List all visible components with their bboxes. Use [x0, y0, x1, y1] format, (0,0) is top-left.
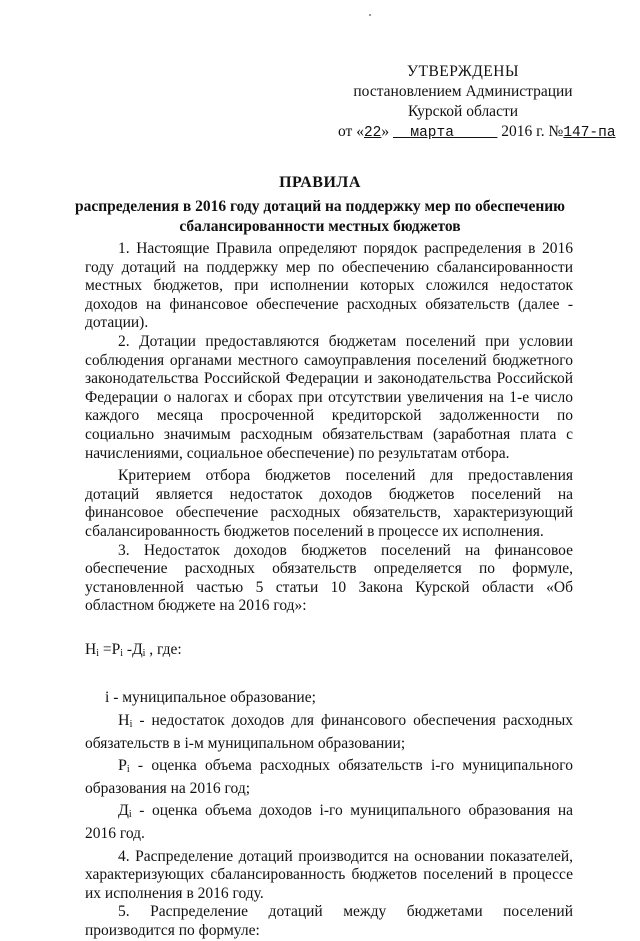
- formula-p-sub: i: [120, 647, 124, 659]
- date-prefix: от «: [338, 123, 364, 140]
- definition-d: $Д_i$ - оценка объема доходов i-го муниципального образования на 2016 год.: [85, 802, 573, 843]
- formula-h-sub: i: [96, 647, 99, 659]
- paragraph-5: 5. Распределение дотаций между бюджетами поселений производится по формуле:: [85, 903, 573, 939]
- date-year: 2016 г.: [501, 123, 545, 140]
- approval-date-line: [338, 122, 616, 143]
- date-mid: »: [381, 123, 390, 140]
- document-body: [85, 240, 573, 941]
- decree-number: 147-па: [563, 125, 616, 141]
- approval-region: Курской области: [407, 103, 519, 120]
- formula-eq: =: [98, 640, 112, 658]
- formula-p: Р: [111, 640, 121, 658]
- scan-speck: [369, 14, 371, 16]
- title-heading: ПРАВИЛА: [279, 174, 361, 191]
- date-day: 22: [363, 125, 382, 141]
- approval-heading: УТВЕРЖДЕНЫ: [407, 63, 519, 80]
- definition-p: $Р_i$ - оценка объема расходных обязательств i-го муниципального образования на 2016 год;: [85, 757, 573, 797]
- formula-d-sub: i: [142, 647, 146, 659]
- title-subtitle: распределения в 2016 году дотаций на поддержку мер по обеспечению сбалансированности местных бюджетов: [74, 198, 566, 235]
- approval-authority: постановлением Администрации: [353, 83, 573, 100]
- paragraph-3: 3. Недостаток доходов бюджетов поселений на финансовое обеспечение расходных обязательств определяется по формуле, установленной частью 5 статьи 10 Закона Курской области «Об областном бюджете на 2016 год»:: [85, 541, 573, 615]
- paragraph-2: 2. Дотации предоставляются бюджетам поселений при условии соблюдения органами местного самоуправления поселений бюджетного законодательства Российской Федерации и законодательства Российской Федерации о налогах и сборах при отсутствии увеличения на 1-е число каждого месяца просроченной кредиторской задолженности по социально значимым расходным обязательствам (заработная плата с начислениями, социальное обеспечение) по результатам отбора.: [85, 332, 573, 462]
- formula-tail: , где:: [145, 640, 182, 658]
- paragraph-criterion: Критерием отбора бюджетов поселений для предоставления дотаций является недостаток доходов бюджетов поселений на финансовое обеспечение расходных обязательств, характеризующий сбалансированность бюджетов поселений в процессе их исполнения.: [85, 467, 573, 540]
- formula-minus: -: [123, 640, 133, 658]
- formula-line: [85, 641, 573, 664]
- paragraph-1: 1. Настоящие Правила определяют порядок распределения в 2016 году дотаций на поддержку мер по обеспечению сбалансированности местных бюджетов, при исполнении которых сложился недостаток доходов на финансовое обеспечение расходных обязательств (далее - дотации).: [85, 240, 573, 332]
- approval-stamp: [338, 62, 616, 143]
- definition-i: i - муниципальное образование;: [105, 689, 316, 707]
- definition-h: $Н_i$ - недостаток доходов для финансового обеспечения расходных обязательств в i-м муниципальном образовании;: [85, 712, 573, 752]
- paragraph-4: 4. Распределение дотаций производится на основании показателей, характеризующих сбалансированность бюджетов поселений в процессе их исполнения в 2016 году.: [85, 847, 573, 902]
- date-month: марта: [410, 125, 454, 141]
- formula-h: Н: [85, 640, 97, 658]
- formula-d: Д: [132, 640, 143, 658]
- document-title: [60, 173, 580, 237]
- number-sign: №: [548, 123, 564, 140]
